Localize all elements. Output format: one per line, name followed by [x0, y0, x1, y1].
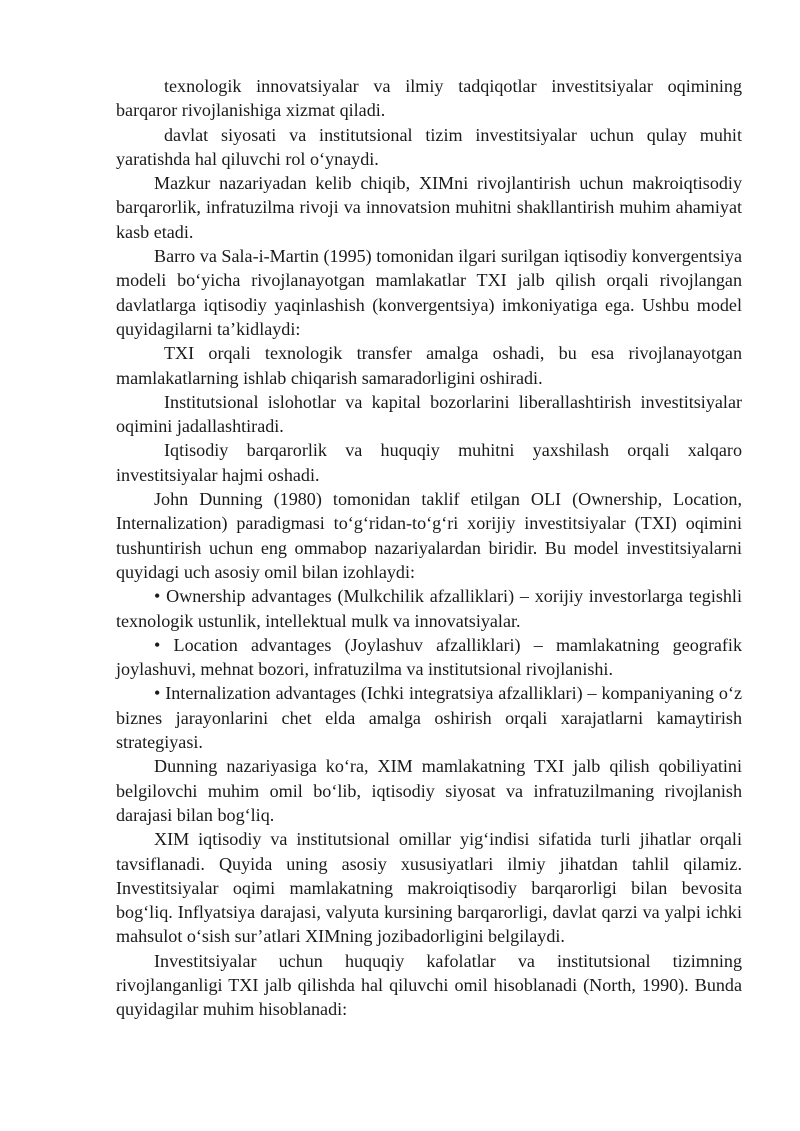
- list-item-location: • Location advantages (Joylashuv afzalliklari) – mamlakatning geografik joylashuvi, mehnat bozori, infratuzilma va institutsional rivojlanishi.: [116, 634, 742, 680]
- document-page: [116, 74, 742, 1022]
- paragraph-state-policy: davlat siyosati va institutsional tizim investitsiyalar uchun qulay muhit yaratishda hal qiluvchi rol o‘ynaydi.: [116, 124, 742, 169]
- paragraph-dunning-oli: John Dunning (1980) tomonidan taklif etilgan OLI (Ownership, Location, Internalization) paradigmasi to‘g‘ridan-to‘g‘ri xorijiy investitsiyalar (TXI) oqimini tushuntirish uchun eng ommabop nazariyalardan biridir. Bu model investitsiyalarni quyidagi uch asosiy omil bilan izohlaydi:: [116, 489, 742, 582]
- paragraph-xim-characteristics: XIM iqtisodiy va institutsional omillar yig‘indisi sifatida turli jihatlar orqali tavsiflanadi. Quyida uning asosiy xususiyatlari ilmiy jihatdan tahlil qilamiz. Investitsiyalar oqimi mamlakatning makroiqtisodiy barqarorligi bilan bevosita bog‘liq. Inflyatsiya darajasi, valyuta kursining barqarorligi, davlat qarzi va yalpi ichki mahsulot o‘sish sur’atlari XIMning jozibadorligini belgilaydi.: [116, 829, 742, 947]
- paragraph-dunning-theory: Dunning nazariyasiga ko‘ra, XIM mamlakatning TXI jalb qilish qobiliyatini belgilovchi muhim omil bo‘lib, iqtisodiy siyosat va infratuzilmaning rivojlanish darajasi bilan bog‘liq.: [116, 756, 742, 825]
- paragraph-barro-convergence: Barro va Sala-i-Martin (1995) tomonidan ilgari surilgan iqtisodiy konvergentsiya modeli bo‘yicha rivojlanayotgan mamlakatlar TXI jalb qilish orqali rivojlangan davlatlarga iqtisodiy yaqinlashish (konvergentsiya) imkoniyatiga ega. Ushbu model quyidagilarni ta’kidlaydi:: [116, 246, 742, 339]
- paragraph-institutional-reforms: Institutsional islohotlar va kapital bozorlarini liberallashtirish investitsiyalar oqimini jadallashtiradi.: [116, 391, 742, 437]
- paragraph-economic-stability: Iqtisodiy barqarorlik va huquqiy muhitni yaxshilash orqali xalqaro investitsiyalar hajmi oshadi.: [116, 440, 742, 485]
- paragraph-tech-transfer: TXI orqali texnologik transfer amalga oshadi, bu esa rivojlanayotgan mamlakatlarning ishlab chiqarish samaradorligini oshiradi.: [116, 343, 742, 388]
- paragraph-legal-guarantees: Investitsiyalar uchun huquqiy kafolatlar va institutsional tizimning rivojlanganligi TXI jalb qilishda hal qiluvchi omil hisoblanadi (North, 1990). Bunda quyidagilar muhim hisoblanadi:: [116, 950, 742, 1020]
- list-item-ownership: • Ownership advantages (Mulkchilik afzalliklari) – xorijiy investorlarga tegishli texnologik ustunlik, intellektual mulk va innovatsiyalar.: [116, 586, 742, 631]
- list-item-internalization: • Internalization advantages (Ichki integratsiya afzalliklari) – kompaniyaning o‘z biznes jarayonlarini chet elda amalga oshirish orqali xarajatlarni kamaytirish strategiyasi.: [116, 683, 742, 753]
- paragraph-technological-innovation: texnologik innovatsiyalar va ilmiy tadqiqotlar investitsiyalar oqimining barqaror rivojlanishiga xizmat qiladi.: [116, 76, 742, 121]
- paragraph-theory-conclusion: Mazkur nazariyadan kelib chiqib, XIMni rivojlantirish uchun makroiqtisodiy barqarorlik, infratuzilma rivoji va innovatsion muhitni shakllantirish muhim ahamiyat kasb etadi.: [116, 173, 742, 242]
